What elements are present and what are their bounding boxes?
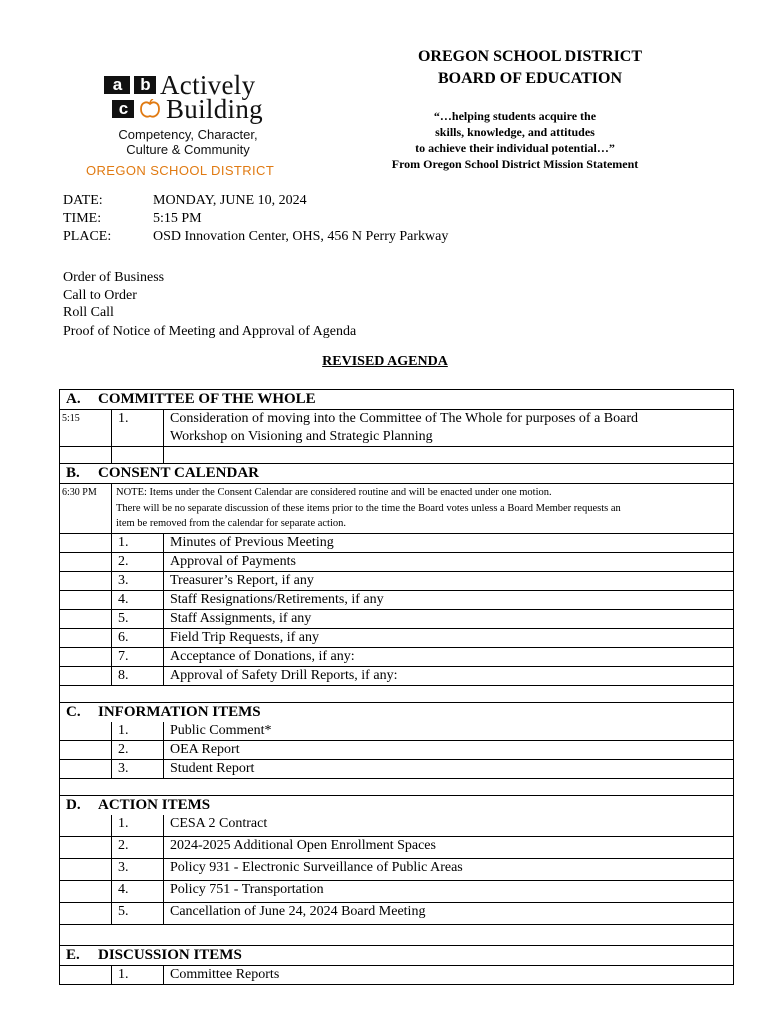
section-time: 6:30 PM (60, 484, 112, 533)
agenda-item-row (60, 591, 733, 610)
section-d-heading (60, 796, 733, 815)
order-item: Proof of Notice of Meeting and Approval of Agenda (63, 324, 357, 339)
logo-tile-b: b (134, 76, 156, 94)
logo-district-name: OREGON SCHOOL DISTRICT (86, 163, 275, 178)
apple-icon (138, 99, 162, 119)
section-letter: C. (66, 703, 81, 720)
order-item: Order of Business (63, 270, 165, 285)
board-title: BOARD OF EDUCATION (437, 70, 622, 87)
item-number: 6. (112, 629, 164, 647)
item-text: OEA Report (170, 741, 240, 757)
agenda-table (59, 389, 734, 985)
note-line: item be removed from the calendar for separate action. (116, 518, 347, 529)
mission-quote-1: “…helping students acquire the (433, 109, 597, 123)
time-value: 5:15 PM (153, 211, 202, 226)
order-item: Roll Call (63, 305, 114, 320)
item-text: Policy 751 - Transportation (170, 881, 324, 897)
order-item: Call to Order (63, 288, 137, 303)
place-value: OSD Innovation Center, OHS, 456 N Perry Parkway (153, 229, 449, 244)
item-text: Minutes of Previous Meeting (170, 534, 334, 550)
item-text-line: Workshop on Visioning and Strategic Planning (170, 429, 433, 444)
section-letter: D. (66, 796, 81, 813)
item-text: Public Comment* (170, 722, 272, 738)
mission-quote-2: skills, knowledge, and attitudes (435, 125, 595, 139)
item-text: Approval of Payments (170, 553, 296, 569)
agenda-item-row (60, 760, 733, 779)
item-number: 5. (112, 903, 164, 924)
time-label: TIME: (63, 211, 102, 226)
item-number: 4. (112, 881, 164, 902)
logo-word-building: Building (166, 94, 263, 124)
meeting-time (63, 211, 202, 227)
agenda-item-row (60, 837, 733, 859)
section-b-heading (60, 464, 733, 484)
note-line: NOTE: Items under the Consent Calendar are considered routine and will be enacted under one motion. (116, 487, 552, 498)
section-title: ACTION ITEMS (98, 796, 211, 813)
item-number: 5. (112, 610, 164, 628)
section-a-heading (60, 390, 733, 410)
agenda-item-row (60, 741, 733, 760)
note-line: There will be no separate discussion of these items prior to the time the Board votes unless a Board Member requests an (116, 502, 621, 514)
revised-agenda-heading: REVISED AGENDA (322, 354, 448, 369)
item-text: Cancellation of June 24, 2024 Board Meeting (170, 903, 426, 919)
item-text (164, 410, 733, 446)
mission-source: From Oregon School District Mission Statement (391, 157, 639, 171)
date-label: DATE: (63, 193, 103, 208)
item-text: Policy 931 - Electronic Surveillance of Public Areas (170, 859, 463, 875)
section-title: DISCUSSION ITEMS (98, 946, 242, 963)
item-number: 1. (112, 410, 164, 446)
section-title: COMMITTEE OF THE WHOLE (98, 391, 316, 407)
item-text: CESA 2 Contract (170, 815, 268, 831)
item-text: Committee Reports (170, 966, 280, 982)
mission-quote-3: to achieve their individual potential…” (415, 141, 615, 155)
agenda-item-row (60, 965, 733, 984)
item-number: 1. (112, 815, 164, 836)
district-title: OREGON SCHOOL DISTRICT (417, 48, 643, 65)
spacer-row (60, 447, 733, 464)
agenda-item-row (60, 881, 733, 903)
spacer-row (60, 686, 733, 703)
agenda-item-row (60, 859, 733, 881)
logo-tile-c: c (112, 100, 134, 118)
item-number: 3. (112, 572, 164, 590)
logo-tagline-1: Competency, Character, (118, 127, 258, 142)
item-number: 2. (112, 741, 164, 759)
agenda-item-row (60, 610, 733, 629)
section-title: CONSENT CALENDAR (98, 465, 260, 481)
item-text: Student Report (170, 760, 255, 776)
district-logo (104, 70, 294, 157)
consent-note-row (60, 484, 733, 534)
agenda-item-row (60, 722, 733, 741)
item-number: 1. (112, 966, 164, 984)
section-e-heading (60, 946, 733, 965)
agenda-item-row (60, 648, 733, 667)
section-c-heading (60, 703, 733, 722)
logo-word-actively: Actively (160, 70, 256, 100)
item-number: 4. (112, 591, 164, 609)
spacer-row (60, 925, 733, 946)
logo-tagline-2: Culture & Community (126, 142, 250, 157)
item-text: Treasurer’s Report, if any (170, 572, 314, 588)
place-label: PLACE: (63, 229, 112, 244)
item-number: 2. (112, 837, 164, 858)
section-letter: E. (66, 946, 80, 963)
section-time: 5:15 (60, 410, 112, 446)
meeting-date (63, 193, 307, 209)
agenda-item-row (60, 667, 733, 686)
item-number: 1. (112, 534, 164, 552)
agenda-item-row (60, 534, 733, 553)
item-number: 2. (112, 553, 164, 571)
consent-note (112, 484, 733, 533)
item-text: Staff Assignments, if any (170, 610, 312, 626)
item-number: 1. (112, 722, 164, 740)
agenda-item-row (60, 553, 733, 572)
agenda-item-row (60, 815, 733, 837)
item-number: 3. (112, 859, 164, 880)
agenda-item-row (60, 629, 733, 648)
date-value: MONDAY, JUNE 10, 2024 (153, 193, 307, 208)
logo-row-2 (104, 94, 294, 124)
item-text: 2024-2025 Additional Open Enrollment Spaces (170, 837, 436, 853)
spacer-row (60, 779, 733, 796)
agenda-item-row (60, 572, 733, 591)
logo-tile-a: a (104, 76, 130, 94)
logo-tagline (104, 127, 272, 157)
item-number: 3. (112, 760, 164, 778)
item-text: Approval of Safety Drill Reports, if any: (170, 667, 398, 683)
agenda-item-row (60, 410, 733, 447)
item-text-line: Consideration of moving into the Committee of The Whole for purposes of a Board (170, 411, 639, 426)
section-letter: B. (66, 465, 80, 481)
item-number: 8. (112, 667, 164, 685)
item-text: Staff Resignations/Retirements, if any (170, 591, 384, 607)
item-text: Acceptance of Donations, if any: (170, 648, 355, 664)
item-number: 7. (112, 648, 164, 666)
agenda-item-row (60, 903, 733, 925)
item-text: Field Trip Requests, if any (170, 629, 319, 645)
meeting-place (63, 229, 448, 245)
section-letter: A. (66, 391, 81, 407)
section-title: INFORMATION ITEMS (98, 703, 261, 720)
